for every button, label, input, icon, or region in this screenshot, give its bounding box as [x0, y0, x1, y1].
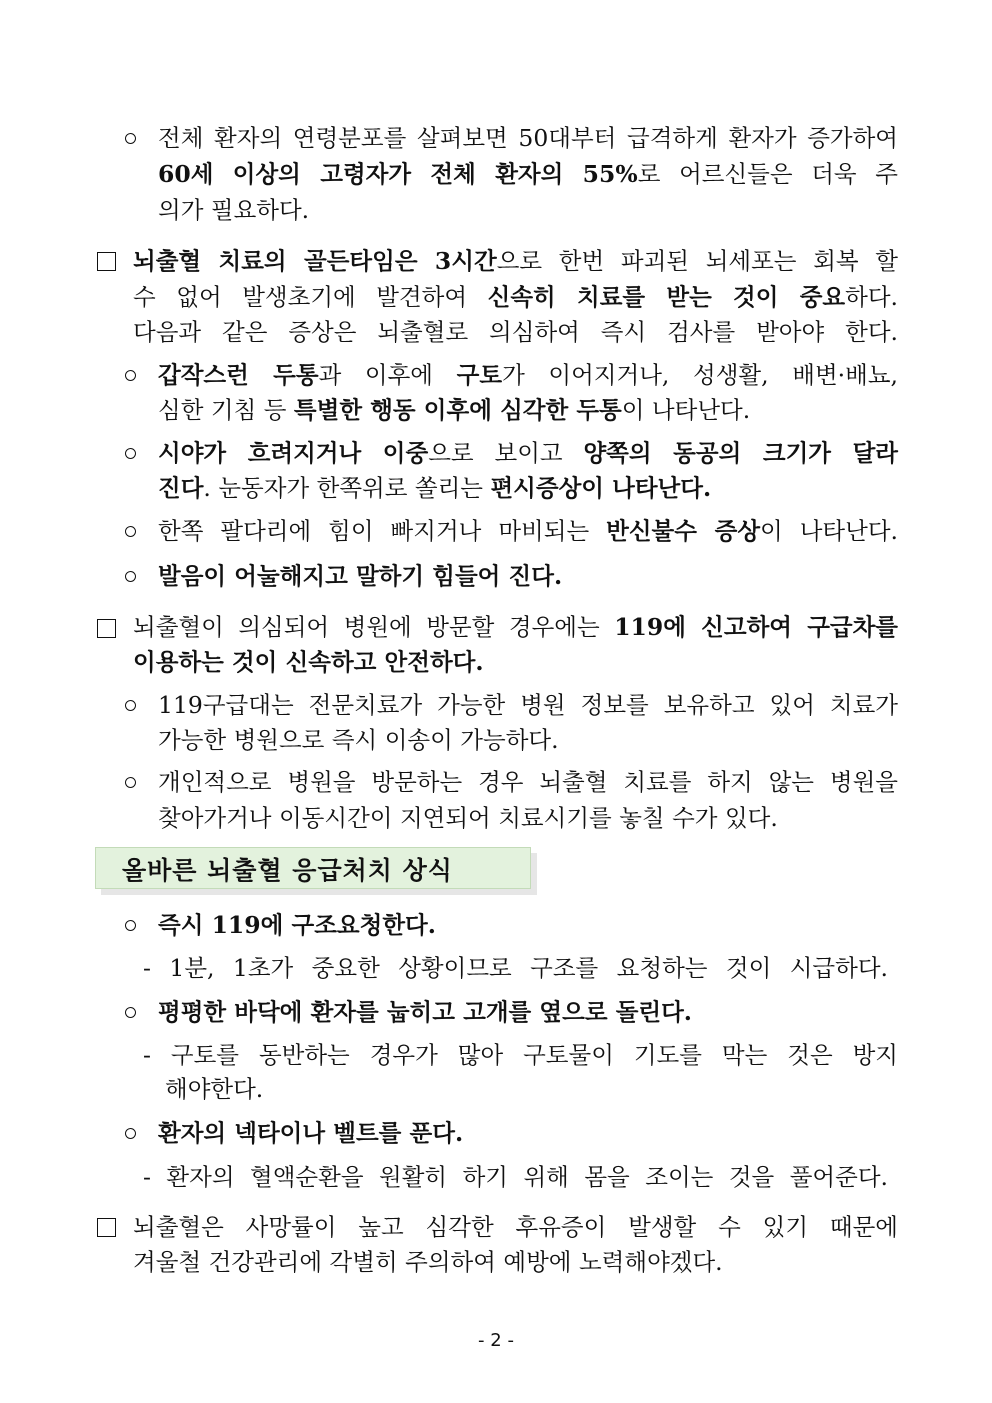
text-line: [133, 243, 898, 279]
text-line: - 구토를 동반하는 경우가 많아 구토물이 기도를 막는 것은 방지: [143, 1041, 898, 1069]
text-line: [158, 470, 711, 506]
text-line: - 1분, 1초가 중요한 상황이므로 구조를 요청하는 것이 시급하다.: [143, 954, 888, 982]
bold-text: 뇌출혈 치료의 골든타임은 3시간: [133, 247, 497, 275]
text-line: [133, 279, 898, 315]
circle-bullet-icon: [125, 920, 136, 931]
square-bullet-icon: [97, 619, 116, 638]
text-line: 겨울철 건강관리에 각별히 주의하여 예방에 노력해야겠다.: [133, 1248, 723, 1276]
text-line: [158, 156, 898, 192]
text: 수 없어 발생초기에 발견하여: [133, 283, 488, 311]
text-line: 다음과 같은 증상은 뇌출혈로 의심하여 즉시 검사를 받아야 한다.: [133, 318, 898, 346]
text-line: [133, 609, 898, 645]
text-line: 전체 환자의 연령분포를 살펴보면 50대부터 급격하게 환자가 증가하여: [158, 124, 898, 152]
section-heading: [95, 847, 531, 889]
text: 과 이후에: [318, 361, 457, 389]
text-line: 가능한 병원으로 즉시 이송이 가능하다.: [158, 726, 559, 754]
text: 로 어르신들은 더욱 주: [637, 160, 898, 188]
bold-text: 갑작스런 두통: [158, 361, 319, 389]
page-number: - 2 -: [478, 1330, 514, 1351]
text-line: 개인적으로 병원을 방문하는 경우 뇌출혈 치료를 하지 않는 병원을: [158, 768, 898, 796]
text-line: 뇌출혈은 사망률이 높고 심각한 후유증이 발생할 수 있기 때문에: [133, 1213, 898, 1241]
text: 이 나타난다.: [760, 517, 898, 545]
text-line: 찾아가거나 이동시간이 지연되어 치료시기를 놓칠 수가 있다.: [158, 804, 778, 832]
text: 이 나타난다.: [621, 396, 751, 424]
text-line: 즉시 119에 구조요청한다.: [158, 911, 436, 939]
text-line: 이용하는 것이 신속하고 안전하다.: [133, 648, 484, 676]
text: . 눈동자가 한쪽위로 쏠리는: [203, 474, 491, 502]
circle-bullet-icon: [125, 777, 136, 788]
bold-text: 구토: [456, 361, 503, 389]
circle-bullet-icon: [125, 448, 136, 459]
text-line: 해야한다.: [165, 1075, 264, 1103]
text-line: [158, 392, 750, 428]
text: 뇌출혈이 의심되어 병원에 방문할 경우에는: [133, 613, 615, 641]
text: 으로 한번 파괴된 뇌세포는 회복 할: [496, 247, 898, 275]
text-line: 평평한 바닥에 환자를 눕히고 고개를 옆으로 돌린다.: [158, 998, 692, 1026]
bold-text: 신속히 치료를 받는 것이 중요: [487, 283, 846, 311]
text: 가 이어지거나, 성생활, 배변·배뇨,: [502, 361, 898, 389]
text: 한쪽 팔다리에 힘이 빠지거나 마비되는: [158, 517, 607, 545]
text: 으로 보이고: [428, 439, 584, 467]
text-line: 의가 필요하다.: [158, 196, 310, 224]
bold-text: 양쪽의 동공의 크기가 달라: [583, 439, 898, 467]
circle-bullet-icon: [125, 526, 136, 537]
section-heading-text: 올바른 뇌출혈 응급처치 상식: [122, 856, 453, 885]
text-line: 119구급대는 전문치료가 가능한 병원 정보를 보유하고 있어 치료가: [158, 691, 898, 719]
text: 하다.: [845, 283, 898, 311]
square-bullet-icon: [97, 252, 116, 271]
bold-text: 특별한 행동 이후에 심각한 두통: [293, 396, 622, 424]
circle-bullet-icon: [125, 370, 136, 381]
bold-text: 반신불수 증상: [606, 517, 761, 545]
circle-bullet-icon: [125, 571, 136, 582]
bold-text: 진다: [158, 474, 204, 502]
text-line: [158, 513, 898, 549]
text-line: [158, 357, 898, 393]
text-line: 발음이 어눌해지고 말하기 힘들어 진다.: [158, 562, 563, 590]
bold-text: 119에 신고하여 구급차를: [614, 613, 898, 641]
circle-bullet-icon: [125, 700, 136, 711]
circle-bullet-icon: [125, 1128, 136, 1139]
text-line: - 환자의 혈액순환을 원활히 하기 위해 몸을 조이는 것을 풀어준다.: [143, 1163, 888, 1191]
text-line: [158, 435, 898, 471]
circle-bullet-icon: [125, 1007, 136, 1018]
circle-bullet-icon: [125, 133, 136, 144]
bold-text: 편시증상이 나타난다.: [490, 474, 712, 502]
bold-text: 시야가 흐려지거나 이중: [158, 439, 429, 467]
text: 심한 기침 등: [158, 396, 294, 424]
text-line: 환자의 넥타이나 벨트를 푼다.: [158, 1119, 464, 1147]
square-bullet-icon: [97, 1218, 116, 1237]
bold-text: 60세 이상의 고령자가 전체 환자의 55%: [158, 160, 638, 188]
